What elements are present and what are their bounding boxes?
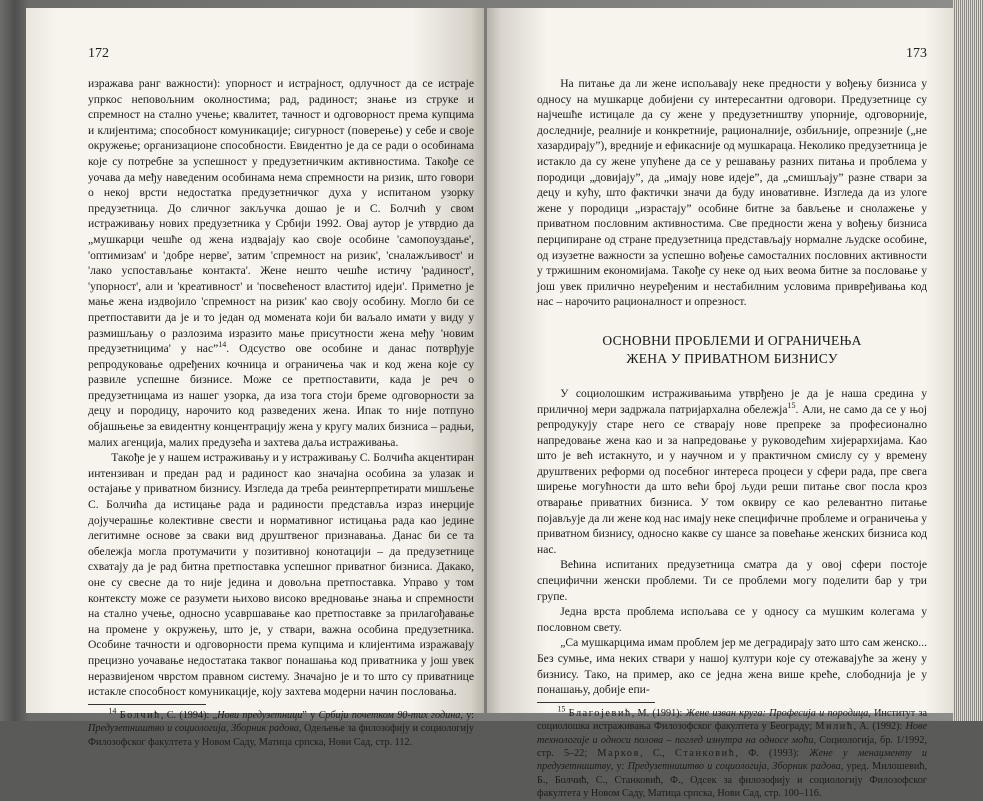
right-paragraph-2-cont: . Али, не само да се у њој репродукују старе него се стварају нове препреке за професионално напредовање жена као и за напредовање у руководећим хијерархијама. Као што је већ истакнуто, и у научном и у практичном смислу су у времену друштвених реформи од посебног интереса процеси у сфери рада, пре свега ширење могућности да што већи број људи реши питање свог посла кроз отварање приватних бизниса. У том оквиру се као релевантно питање појављује да ли жене код нас имају неке специфичне проблеме и ограничења у приватном бизнису, односно какве су шансе за повећање женских бизниса код нас.	[537, 402, 928, 556]
page-number-right: 173	[906, 46, 927, 61]
right-paragraph-2-text: У социолошким истраживањима утврђено је да је наша средина у приличној мери задржала патријархална обележја	[537, 386, 927, 416]
footnote-ref-14: 14	[218, 340, 227, 350]
footnote-14-author: Болчић	[119, 709, 161, 721]
right-paragraph-4: Једна врста проблема испољава се у односу са мушким колегама у пословном свету.	[537, 605, 927, 634]
footnote-15-title-4: Предузетништво и социологија, Зборник радова	[627, 761, 841, 773]
left-paragraph-1-text: изражава ранг важности): упорност и истрајност, одлучност да се истраје упркос неповољним околностима; рад, радиност; знање из струке и спремност на стално учење; квалитет, тачност и одговорност према купцима и клијентима; способност комуникације; сигурност (поверење) у себе и своје окружење; организационе способности. Евидентно је да се ради о особинама које су потребне за успешност у предузетничким активностима. Такође се уочава да међу наведеним особинама нема спремности на ризик, што говори о некој врсти недостатка предузетничког духа у испитаном узорку предузетница. До сличног закључка дошао је и С. Болчић у свом истраживању нових предузетника у Србији 1992. Овај аутор је утврдио да „мушкарци чешће од жена издвајају као своје особине 'самопоуздање', 'оптимизам' и 'добре нерве', затим 'спремност на ризик', 'сналажљивост' и 'лако успостављање контакта'. Жене нешто чешће истичу 'радиност', 'упорност', али и 'креативност' и 'посвећеност властитој идеји'. Приметно је мање жена издвојило 'спремност на ризик' као своју особину. Могло би се претпоставити да је и то један од момената који би ваљало имати у виду у размишљању о разлозима изразито мање присутности жена међу 'новим предузетницима' у нас”	[88, 77, 474, 356]
footnote-15-part-6: , Ф. (1993):	[735, 748, 810, 759]
footnote-14-title-2: Србији почетком 90-тих година	[318, 709, 461, 721]
section-heading	[537, 332, 927, 368]
right-paragraph-2	[537, 386, 927, 558]
footnote-ref-15: 15	[787, 400, 796, 410]
page-number-left: 172	[88, 46, 109, 61]
footnote-rule-right	[537, 702, 655, 703]
footnote-15-author-4: Станковић	[674, 748, 736, 759]
footnote-14-title: Нови предузетници	[217, 709, 303, 721]
left-paragraph-1	[88, 76, 474, 450]
left-text-column	[88, 76, 474, 749]
left-paragraph-2: Такође је у нашем истраживању и у истраживању С. Болчића акцентиран интензиван и предан рад и радиност као значајна особина за улазак и остајање у приватном бизнису. Изгледа да треба реинтерпретирати мишљење С. Болчића да истицање рада и радиности представља израз инерције дојучерашње колективне свести и нормативног истицања рада као једине легитимне основе за сваки вид друштвеног признавања. Данас би се та обележја могла протумачити у позитивној конотацији – да предузетнице схватају да је рад битна претпоставка успешног приватног бизниса. Дакако, оне су свесне да то није једина и довољна претпоставка. Управо у том контексту може се разумети њихово високо вредновање знања и спремности на стално учење, односно усавршавање као претпоставке за прилагођавање на промене у окружењу, што је, у ствари, важна особина предузетника. Особине тачности и одговорности према купцима и клијентима изражавају прецизно уочавање недостатака таквог понашања код приватника у још увек неразвијеном чврстом правном систему. Значајно је и то што су приватнице истакле способност комуникације, коју захтева модерни начин пословања.	[88, 451, 474, 699]
footnote-14-number: 14	[108, 706, 117, 716]
footnote-14-part-1: , С. (1994): „	[160, 709, 218, 721]
footnote-15-title-2: Нове технологије и односи полова – поглед изнутра на односе моћи	[537, 721, 927, 746]
right-paragraph-5-quote: „Са мушкарцима имам проблем јер ме деградирају зато што сам женско... Без сумње, има неких ствари у нашој култури које су отежавајуће за жену у бизнису. Тако, на пример, ако се једна жена више креће, слободнија је у понашању, добије епи-	[537, 636, 927, 697]
section-heading-line-2: ЖЕНА У ПРИВАТНОМ БИЗНИСУ	[626, 350, 838, 366]
footnote-14	[88, 706, 474, 749]
footnote-14-part-2: ” у	[302, 709, 319, 721]
footnote-14-part-3: , у:	[460, 709, 474, 721]
footnote-rule-left	[88, 704, 206, 705]
left-paragraph-1-cont: . Одсуство ове особине и данас потврђује репродуковање одређених кочница и ограничења чак и код жена које су развиле успешне бизнисе. Може се претпоставити, када је реч о предузетницама из нашег узорка, да иза тога стоји бреме одговорности за децу и породицу, нарочито код разведених жена. Ипак то није потпуно објашњење за евидентну концентрацију жена у кругу малих бизниса – радњи, малих агенција, малих предузећа и захтева даља истраживања.	[88, 342, 474, 449]
footnote-15-part-2: , Институт за социолошка истраживања Филозофског факултета у Београду;	[537, 707, 927, 733]
footnote-15	[537, 704, 927, 801]
footnote-14-tail: , Одељење за филозофију и социологију Филозофског факултета у Новом Саду, Матица српска, Нови Сад, стр. 112.	[88, 723, 474, 748]
section-heading-line-1: ОСНОВНИ ПРОБЛЕМИ И ОГРАНИЧЕЊА	[602, 332, 862, 348]
right-paragraph-1: На питање да ли жене испољавају неке предности у вођењу бизниса у односу на мушкарце добијени су интересантни одговори. Предузетнице су најчешће истицале да су жене у предузетништву упорније, одговорније, доследније, реалније и конкретније, рационалније, озбиљније, опрезније („не хазардирају”), вредније и ефикасније од мушкараца. Неколико предузетница је истакло да су жене упућене да се у решавању разних питања и проблема у породици „довијају”, да „имају нове идеје”, да „смишљају” разне ствари за децу и кућу, што фактички значи да буду иновативне. Изгледа да из улоге жене у породици „израстају” особине битне за бављење и снолажење у приватном пословним активностима. Све предности жена у вођењу бизниса перципиране од стране предузетница представљају нормалне људске особине, од изузетне важности за успешно вођење самосталних пословних активности у тржишним економијама. Такође су неке од њих веома битне за пословање у још увек прилично неуређеним и нестабилним условима привређивања код нас – нарочито рационалност и опрезност.	[537, 77, 927, 309]
right-page	[487, 8, 953, 800]
footnote-15-part-1: , М. (1991):	[631, 707, 686, 719]
footnote-15-number: 15	[557, 704, 566, 714]
book-page-edges	[953, 0, 983, 721]
footnote-15-author-2: Милић	[815, 721, 854, 733]
right-paragraph-3: Већина испитаних предузетница сматра да у овој сфери постоје специфични женски проблеми. Ти се проблеми могу поделити бар у три групе.	[537, 558, 927, 603]
footnote-15-part-4: , Социологија, бр. 1/1992, стр. 5–22;	[537, 734, 927, 759]
footnote-15-author-1: Благојевић	[568, 707, 632, 719]
left-page	[26, 8, 484, 748]
footnote-15-author-3: Марков	[597, 748, 641, 759]
footnote-15-part-7: , у:	[610, 761, 628, 773]
footnote-15-title-3: Жене у менаџменту и предузетништву	[537, 748, 927, 773]
footnote-14-journal: Предузетништво и социологија, Зборник радова	[88, 723, 299, 735]
footnote-15-part-5: , С.,	[640, 748, 675, 759]
footnote-15-tail: , уред. Милошевић, Б., Болчић, С., Станковић, Ф., Одсек за филозофију и социологију Филозофског факултета у Новом Саду, Матица српска, Нови Сад, стр. 100–116.	[537, 761, 927, 800]
right-text-column	[537, 76, 927, 801]
footnote-15-title-1: Жене изван круга: Професија и породица	[685, 707, 869, 719]
footnote-15-part-3: , А. (1992):	[853, 721, 906, 733]
